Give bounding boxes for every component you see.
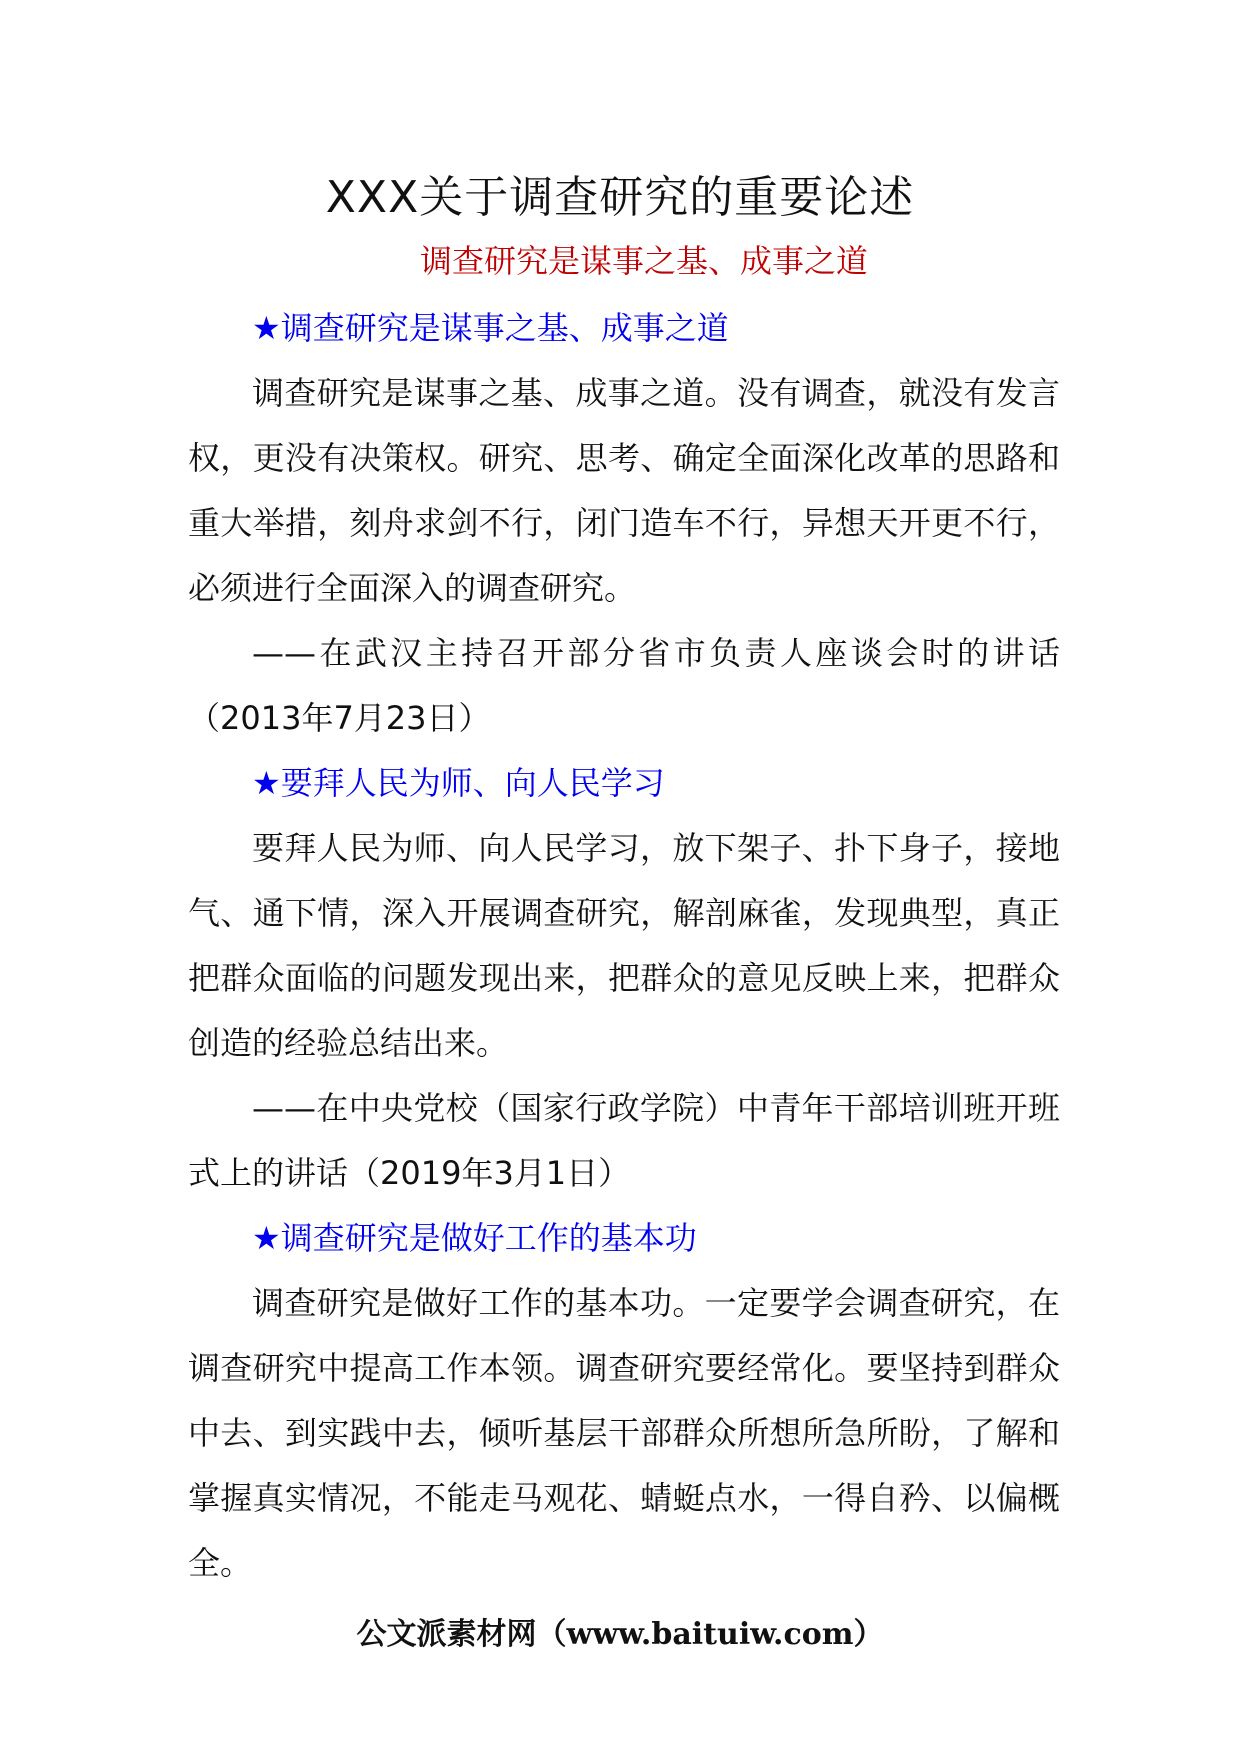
section-body-1: 调查研究是谋事之基、成事之道。没有调查，就没有发言权，更没有决策权。研究、思考、确定全面深化改革的思路和重大举措，刻舟求剑不行，闭门造车不行，异想天开更不行，必须进行全面深入的调查研究。	[188, 374, 1060, 607]
document-body	[188, 296, 1060, 1596]
section-body-3: 调查研究是做好工作的基本功。一定要学会调查研究，在调查研究中提高工作本领。调查研究要经常化。要坚持到群众中去、到实践中去，倾听基层干部群众所想所急所盼，了解和掌握真实情况，不能走马观花、蜻蜓点水，一得自矜、以偏概全。	[188, 1284, 1060, 1582]
section-heading-3: ★调查研究是做好工作的基本功	[252, 1219, 697, 1257]
section-heading-1: ★调查研究是谋事之基、成事之道	[252, 309, 729, 347]
document-subtitle: 调查研究是谋事之基、成事之道	[420, 242, 869, 280]
footer-watermark: 公文派素材网（www.baituiw.com）	[356, 1617, 884, 1652]
section-source-1: ——在武汉主持召开部分省市负责人座谈会时的讲话（2013年7月23日）	[188, 634, 1060, 737]
section-body-2: 要拜人民为师、向人民学习，放下架子、扑下身子，接地气、通下情，深入开展调查研究，解剖麻雀，发现典型，真正把群众面临的问题发现出来，把群众的意见反映上来，把群众创造的经验总结出来。	[188, 829, 1060, 1062]
section-heading-2: ★要拜人民为师、向人民学习	[252, 764, 665, 802]
section-source-2: ——在中央党校（国家行政学院）中青年干部培训班开班式上的讲话（2019年3月1日）	[188, 1089, 1060, 1192]
document-title: XXX关于调查研究的重要论述	[325, 172, 915, 223]
